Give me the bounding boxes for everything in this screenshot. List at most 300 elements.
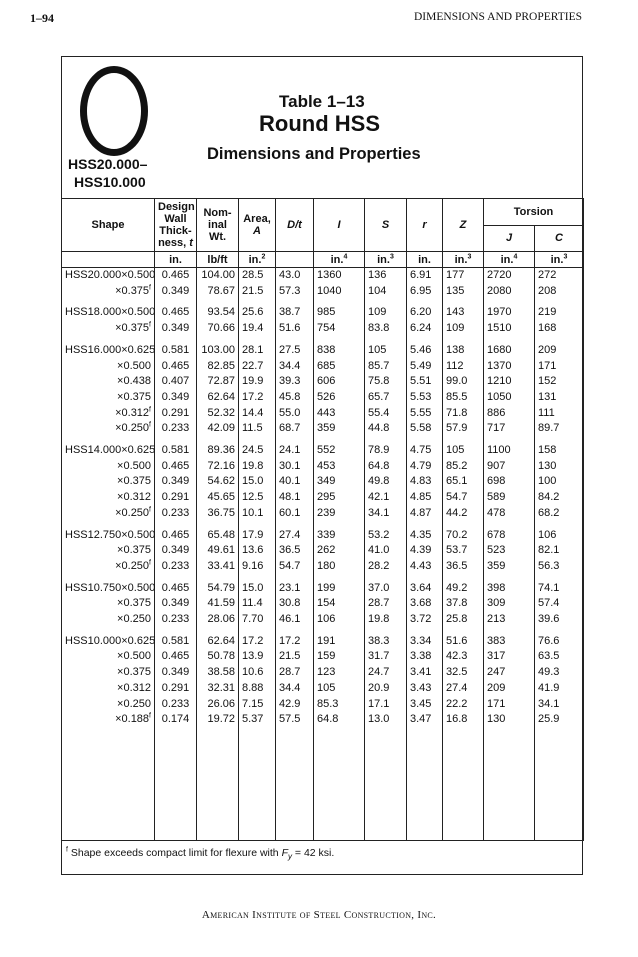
c-value: 209 (535, 337, 584, 359)
t-value: 0.291 (155, 681, 197, 697)
footnote-text-before: Shape exceeds compact limit for flexure with (67, 847, 282, 859)
shape-thickness-label: ×0.375 (117, 544, 151, 557)
z-value: 22.2 (443, 697, 484, 713)
i-value: 359 (314, 421, 365, 437)
r-value: 3.68 (407, 596, 443, 612)
area-value: 15.0 (239, 474, 276, 490)
j-value: 359 (484, 559, 535, 575)
table-row (62, 474, 584, 490)
shape-thickness-label: ×0.375 (115, 322, 150, 335)
s-value: 75.8 (365, 374, 407, 390)
range-line-1: HSS20.000– (68, 156, 148, 172)
c-value: 89.7 (535, 421, 584, 437)
area-value: 7.15 (239, 697, 276, 713)
dt-value: 46.1 (276, 612, 314, 628)
table-row (62, 543, 584, 559)
unit-r: in. (407, 252, 443, 268)
z-value: 57.9 (443, 421, 484, 437)
r-value: 5.58 (407, 421, 443, 437)
weight-value: 50.78 (197, 649, 239, 665)
s-value: 19.8 (365, 612, 407, 628)
c-value: 56.3 (535, 559, 584, 575)
shape-thickness (62, 406, 155, 422)
area-value: 19.8 (239, 459, 276, 475)
weight-value: 45.65 (197, 490, 239, 506)
shape-thickness-label: ×0.500 (117, 459, 151, 472)
design-wall-symbol: t (189, 237, 193, 249)
unit-j (484, 252, 535, 268)
r-value: 4.39 (407, 543, 443, 559)
shape-thickness-label: ×0.250 (115, 422, 150, 435)
shape-thickness-label: ×0.188 (115, 713, 150, 726)
c-value: 272 (535, 268, 584, 284)
j-value: 247 (484, 665, 535, 681)
area-value: 19.4 (239, 321, 276, 337)
i-value: 123 (314, 665, 365, 681)
table-row (62, 575, 584, 597)
j-value: 130 (484, 712, 535, 728)
r-value: 4.43 (407, 559, 443, 575)
z-value: 51.6 (443, 628, 484, 650)
unit-j-base: in. (500, 253, 514, 266)
shape-thickness (62, 596, 155, 612)
j-value: 886 (484, 406, 535, 422)
i-value: 191 (314, 628, 365, 650)
shape-thickness-label: ×0.375 (117, 666, 151, 679)
weight-value: 49.61 (197, 543, 239, 559)
shape-thickness-label: ×0.312 (115, 406, 150, 419)
s-value: 104 (365, 284, 407, 300)
weight-value: 104.00 (197, 268, 239, 284)
r-value: 3.47 (407, 712, 443, 728)
empty-cell (62, 728, 155, 841)
s-value: 28.7 (365, 596, 407, 612)
empty-cell (155, 728, 197, 841)
dt-value: 39.3 (276, 374, 314, 390)
col-dt: D/t (276, 199, 314, 252)
t-value: 0.349 (155, 321, 197, 337)
i-value: 606 (314, 374, 365, 390)
c-value: 41.9 (535, 681, 584, 697)
area-value: 11.4 (239, 596, 276, 612)
s-value: 24.7 (365, 665, 407, 681)
footnote-marker: f (149, 506, 151, 514)
s-value: 37.0 (365, 575, 407, 597)
j-value: 2720 (484, 268, 535, 284)
area-value: 22.7 (239, 359, 276, 375)
empty-cell (443, 728, 484, 841)
c-value: 68.2 (535, 506, 584, 522)
r-value: 3.45 (407, 697, 443, 713)
j-value: 171 (484, 697, 535, 713)
z-value: 109 (443, 321, 484, 337)
shape-designation: HSS10.000×0.625 (62, 628, 155, 650)
j-value: 1210 (484, 374, 535, 390)
unit-area-exp: 2 (261, 252, 266, 260)
j-value: 717 (484, 421, 535, 437)
c-value: 63.5 (535, 649, 584, 665)
shape-thickness (62, 506, 155, 522)
z-value: 42.3 (443, 649, 484, 665)
i-value: 199 (314, 575, 365, 597)
area-value: 14.4 (239, 406, 276, 422)
nominal-line-1: Nom- (203, 207, 232, 219)
weight-value: 93.54 (197, 299, 239, 321)
shape-thickness-label: ×0.375 (117, 597, 151, 610)
j-value: 317 (484, 649, 535, 665)
area-value: 28.1 (239, 337, 276, 359)
s-value: 42.1 (365, 490, 407, 506)
area-line-1: Area, (243, 213, 271, 225)
shape-thickness (62, 490, 155, 506)
r-value: 5.55 (407, 406, 443, 422)
dt-value: 45.8 (276, 390, 314, 406)
round-hss-section-icon (80, 66, 148, 156)
i-value: 262 (314, 543, 365, 559)
weight-value: 38.58 (197, 665, 239, 681)
c-value: 168 (535, 321, 584, 337)
design-wall-line-1: Design (158, 201, 195, 213)
dt-value: 28.7 (276, 665, 314, 681)
shape-thickness (62, 543, 155, 559)
dt-value: 23.1 (276, 575, 314, 597)
table-row (62, 649, 584, 665)
dt-value: 24.1 (276, 437, 314, 459)
z-value: 112 (443, 359, 484, 375)
footnote (66, 847, 334, 861)
shape-range (68, 155, 147, 191)
weight-value: 33.41 (197, 559, 239, 575)
shape-thickness (62, 284, 155, 300)
s-value: 105 (365, 337, 407, 359)
table-row (62, 268, 584, 284)
shape-designation: HSS16.000×0.625 (62, 337, 155, 359)
r-value: 3.43 (407, 681, 443, 697)
c-value: 111 (535, 406, 584, 422)
unit-area-base: in. (248, 253, 262, 266)
footnote-marker: f (149, 405, 151, 413)
j-value: 478 (484, 506, 535, 522)
table-row (62, 374, 584, 390)
z-value: 85.2 (443, 459, 484, 475)
table-row (62, 612, 584, 628)
shape-thickness-label: ×0.312 (117, 491, 151, 504)
s-value: 41.0 (365, 543, 407, 559)
z-value: 70.2 (443, 522, 484, 544)
design-wall-label: ness, (158, 237, 190, 249)
unit-c-exp: 3 (563, 252, 568, 260)
r-value: 3.64 (407, 575, 443, 597)
shape-designation: HSS12.750×0.500 (62, 522, 155, 544)
z-value: 25.8 (443, 612, 484, 628)
j-value: 209 (484, 681, 535, 697)
s-value: 31.7 (365, 649, 407, 665)
t-value: 0.233 (155, 421, 197, 437)
t-value: 0.581 (155, 437, 197, 459)
dt-value: 36.5 (276, 543, 314, 559)
empty-cell (535, 728, 584, 841)
running-head: DIMENSIONS AND PROPERTIES (414, 11, 582, 23)
weight-value: 32.31 (197, 681, 239, 697)
z-value: 65.1 (443, 474, 484, 490)
col-s: S (365, 199, 407, 252)
z-value: 177 (443, 268, 484, 284)
j-value: 383 (484, 628, 535, 650)
j-value: 1970 (484, 299, 535, 321)
r-value: 6.95 (407, 284, 443, 300)
table-row (62, 490, 584, 506)
s-value: 78.9 (365, 437, 407, 459)
r-value: 4.83 (407, 474, 443, 490)
z-value: 36.5 (443, 559, 484, 575)
t-value: 0.233 (155, 612, 197, 628)
j-value: 907 (484, 459, 535, 475)
range-line-2: HSS10.000 (74, 174, 146, 190)
dt-value: 30.8 (276, 596, 314, 612)
col-area (239, 199, 276, 252)
r-value: 6.20 (407, 299, 443, 321)
table-row (62, 596, 584, 612)
table-row (62, 459, 584, 475)
area-value: 17.2 (239, 628, 276, 650)
area-value: 10.6 (239, 665, 276, 681)
publisher-footer: American Institute of Steel Construction, Inc. (201, 909, 437, 921)
j-value: 2080 (484, 284, 535, 300)
t-value: 0.233 (155, 697, 197, 713)
j-value: 589 (484, 490, 535, 506)
col-z: Z (443, 199, 484, 252)
i-value: 754 (314, 321, 365, 337)
unit-shape (62, 252, 155, 268)
i-value: 838 (314, 337, 365, 359)
unit-s-base: in. (377, 253, 390, 266)
weight-value: 62.64 (197, 628, 239, 650)
dt-value: 57.3 (276, 284, 314, 300)
c-value: 74.1 (535, 575, 584, 597)
dt-value: 55.0 (276, 406, 314, 422)
r-value: 6.91 (407, 268, 443, 284)
dt-value: 34.4 (276, 359, 314, 375)
r-value: 5.51 (407, 374, 443, 390)
weight-value: 28.06 (197, 612, 239, 628)
t-value: 0.233 (155, 559, 197, 575)
col-c: C (535, 225, 584, 252)
z-value: 16.8 (443, 712, 484, 728)
footnote-marker: f (149, 421, 151, 429)
unit-i (314, 252, 365, 268)
r-value: 4.87 (407, 506, 443, 522)
unit-z-exp: 3 (467, 252, 472, 260)
c-value: 39.6 (535, 612, 584, 628)
dt-value: 57.5 (276, 712, 314, 728)
t-value: 0.349 (155, 284, 197, 300)
empty-cell (407, 728, 443, 841)
dt-value: 30.1 (276, 459, 314, 475)
c-value: 34.1 (535, 697, 584, 713)
unit-i-exp: 4 (343, 252, 348, 260)
area-value: 13.9 (239, 649, 276, 665)
unit-c (535, 252, 584, 268)
i-value: 685 (314, 359, 365, 375)
footnote-subscript: y (287, 852, 292, 862)
s-value: 28.2 (365, 559, 407, 575)
c-value: 100 (535, 474, 584, 490)
t-value: 0.233 (155, 506, 197, 522)
area-value: 9.16 (239, 559, 276, 575)
area-value: 7.70 (239, 612, 276, 628)
r-value: 3.41 (407, 665, 443, 681)
table-header (62, 199, 584, 268)
c-value: 208 (535, 284, 584, 300)
weight-value: 41.59 (197, 596, 239, 612)
t-value: 0.174 (155, 712, 197, 728)
weight-value: 78.67 (197, 284, 239, 300)
s-value: 17.1 (365, 697, 407, 713)
s-value: 38.3 (365, 628, 407, 650)
s-value: 85.7 (365, 359, 407, 375)
design-wall-line-4 (158, 237, 193, 249)
shape-thickness-label: ×0.500 (117, 650, 151, 663)
j-value: 1050 (484, 390, 535, 406)
t-value: 0.349 (155, 596, 197, 612)
dt-value: 27.5 (276, 337, 314, 359)
dt-value: 60.1 (276, 506, 314, 522)
s-value: 44.8 (365, 421, 407, 437)
c-value: 106 (535, 522, 584, 544)
i-value: 453 (314, 459, 365, 475)
shape-thickness-label: ×0.250 (117, 697, 151, 710)
footnote-text-after: = 42 ksi. (291, 847, 335, 859)
table-row (62, 390, 584, 406)
r-value: 4.85 (407, 490, 443, 506)
t-value: 0.349 (155, 665, 197, 681)
shape-thickness (62, 321, 155, 337)
unit-j-exp: 4 (513, 252, 518, 260)
properties-table (61, 198, 584, 841)
table-row (62, 522, 584, 544)
table-row (62, 284, 584, 300)
area-value: 5.37 (239, 712, 276, 728)
i-value: 985 (314, 299, 365, 321)
t-value: 0.465 (155, 649, 197, 665)
table-row (62, 712, 584, 728)
s-value: 20.9 (365, 681, 407, 697)
dt-value: 51.6 (276, 321, 314, 337)
dt-value: 17.2 (276, 628, 314, 650)
area-value: 11.5 (239, 421, 276, 437)
i-value: 180 (314, 559, 365, 575)
c-value: 25.9 (535, 712, 584, 728)
unit-wt: lb/ft (197, 252, 239, 268)
j-value: 309 (484, 596, 535, 612)
shape-designation: HSS14.000×0.625 (62, 437, 155, 459)
c-value: 131 (535, 390, 584, 406)
shape-thickness-label: ×0.438 (117, 375, 151, 388)
shape-thickness-label: ×0.375 (117, 475, 151, 488)
unit-i-base: in. (330, 253, 344, 266)
j-value: 678 (484, 522, 535, 544)
dt-value: 54.7 (276, 559, 314, 575)
r-value: 4.75 (407, 437, 443, 459)
s-value: 53.2 (365, 522, 407, 544)
col-nominal-wt (197, 199, 239, 252)
nominal-line-2: inal (208, 219, 227, 231)
weight-value: 103.00 (197, 337, 239, 359)
s-value: 49.8 (365, 474, 407, 490)
weight-value: 54.79 (197, 575, 239, 597)
unit-z (443, 252, 484, 268)
t-value: 0.349 (155, 543, 197, 559)
t-value: 0.465 (155, 268, 197, 284)
t-value: 0.581 (155, 337, 197, 359)
table-row (62, 359, 584, 375)
shape-thickness (62, 681, 155, 697)
z-value: 53.7 (443, 543, 484, 559)
table-number: Table 1–13 (279, 92, 365, 111)
j-value: 1510 (484, 321, 535, 337)
dt-value: 43.0 (276, 268, 314, 284)
dt-value: 34.4 (276, 681, 314, 697)
shape-thickness (62, 697, 155, 713)
c-value: 76.6 (535, 628, 584, 650)
r-value: 5.49 (407, 359, 443, 375)
shape-designation: HSS18.000×0.500 (62, 299, 155, 321)
col-torsion: Torsion (484, 199, 584, 226)
area-value: 15.0 (239, 575, 276, 597)
weight-value: 72.16 (197, 459, 239, 475)
i-value: 552 (314, 437, 365, 459)
z-value: 85.5 (443, 390, 484, 406)
s-value: 109 (365, 299, 407, 321)
shape-thickness-label: ×0.250 (117, 613, 151, 626)
t-value: 0.581 (155, 628, 197, 650)
shape-thickness (62, 421, 155, 437)
j-value: 398 (484, 575, 535, 597)
j-value: 698 (484, 474, 535, 490)
shape-designation: HSS20.000×0.500 (62, 268, 155, 284)
footnote-marker: f (149, 559, 151, 567)
j-value: 1100 (484, 437, 535, 459)
unit-area (239, 252, 276, 268)
z-value: 44.2 (443, 506, 484, 522)
t-value: 0.349 (155, 390, 197, 406)
area-value: 21.5 (239, 284, 276, 300)
z-value: 105 (443, 437, 484, 459)
t-value: 0.465 (155, 522, 197, 544)
unit-s-exp: 3 (389, 252, 394, 260)
i-value: 64.8 (314, 712, 365, 728)
shape-thickness (62, 390, 155, 406)
weight-value: 26.06 (197, 697, 239, 713)
z-value: 49.2 (443, 575, 484, 597)
footnote-mark: f (66, 846, 68, 854)
weight-value: 65.48 (197, 522, 239, 544)
design-wall-line-3: Thick- (159, 225, 192, 237)
shape-thickness (62, 459, 155, 475)
s-value: 13.0 (365, 712, 407, 728)
table-row (62, 697, 584, 713)
z-value: 138 (443, 337, 484, 359)
col-i: I (314, 199, 365, 252)
shape-thickness (62, 559, 155, 575)
area-value: 19.9 (239, 374, 276, 390)
r-value: 5.46 (407, 337, 443, 359)
t-value: 0.465 (155, 299, 197, 321)
c-value: 57.4 (535, 596, 584, 612)
t-value: 0.465 (155, 575, 197, 597)
s-value: 34.1 (365, 506, 407, 522)
area-value: 13.6 (239, 543, 276, 559)
